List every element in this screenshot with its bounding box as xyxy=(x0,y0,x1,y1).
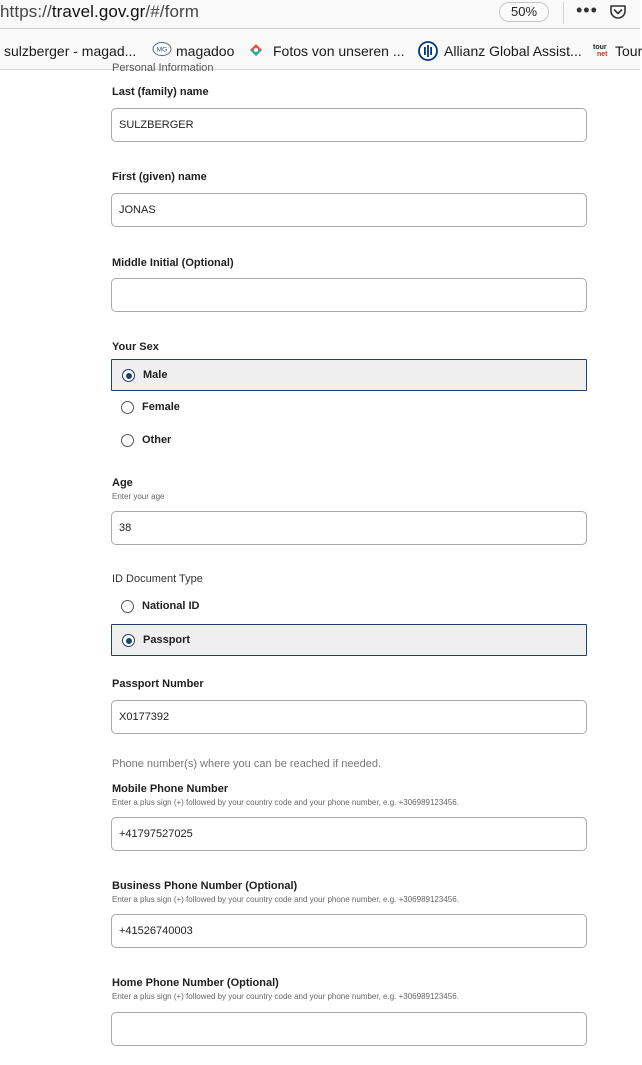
passport-number-label: Passport Number xyxy=(112,678,204,690)
mobile-phone-hint: Enter a plus sign (+) followed by your country code and your phone number, e.g. +306989123456. xyxy=(112,798,459,807)
page-actions-menu-icon[interactable]: ••• xyxy=(576,0,598,20)
id-option-label: National ID xyxy=(142,600,200,612)
business-phone-label: Business Phone Number (Optional) xyxy=(112,880,298,892)
sex-option-female[interactable] xyxy=(111,392,587,424)
url-path: /#/form xyxy=(145,2,200,21)
radio-female[interactable] xyxy=(121,401,134,414)
url-scheme: https:// xyxy=(0,2,52,21)
radio-passport[interactable] xyxy=(122,634,135,647)
svg-text:tour: tour xyxy=(593,44,607,51)
zoom-level-button[interactable]: 50% xyxy=(499,2,549,22)
mg-logo-icon xyxy=(152,41,172,57)
passport-number-input[interactable]: X0177392 xyxy=(111,700,587,734)
age-label: Age xyxy=(112,477,133,489)
browser-toolbar xyxy=(0,0,640,29)
sex-label: Your Sex xyxy=(112,341,159,353)
sex-option-label: Male xyxy=(143,369,168,381)
radio-other[interactable] xyxy=(121,434,134,447)
bookmark-sulzberger-magadoo[interactable]: sulzberger - magad... xyxy=(4,43,137,59)
bookmark-fotos[interactable]: Fotos von unseren ... xyxy=(273,43,405,59)
sex-option-male[interactable] xyxy=(111,359,587,391)
svg-text:MG: MG xyxy=(156,46,168,54)
url-host: travel.gov.gr xyxy=(51,2,146,21)
diamond-logo-icon xyxy=(247,41,265,59)
id-document-label: ID Document Type xyxy=(112,573,203,585)
first-name-input[interactable]: JONAS xyxy=(111,193,587,227)
allianz-logo-icon xyxy=(418,41,438,61)
sex-option-label: Other xyxy=(142,434,172,446)
age-input[interactable]: 38 xyxy=(111,511,587,545)
bookmark-allianz[interactable]: Allianz Global Assist... xyxy=(444,43,582,59)
mobile-phone-input[interactable]: +41797527025 xyxy=(111,817,587,851)
svg-text:net: net xyxy=(597,51,608,58)
first-name-label: First (given) name xyxy=(112,171,207,183)
last-name-label: Last (family) name xyxy=(112,86,209,98)
bookmark-tour[interactable]: Tour xyxy=(615,43,642,59)
middle-initial-label: Middle Initial (Optional) xyxy=(112,257,234,269)
bookmark-magadoo[interactable]: magadoo xyxy=(176,43,235,59)
tournet-logo-icon xyxy=(592,41,612,59)
travel-form xyxy=(0,62,640,1065)
id-option-label: Passport xyxy=(143,634,191,646)
url-bar[interactable] xyxy=(0,2,199,22)
toolbar-divider xyxy=(563,2,564,24)
last-name-input[interactable]: SULZBERGER xyxy=(111,108,587,142)
business-phone-input[interactable]: +41526740003 xyxy=(111,914,587,948)
home-phone-input[interactable] xyxy=(111,1012,587,1046)
home-phone-label: Home Phone Number (Optional) xyxy=(112,977,279,989)
age-hint: Enter your age xyxy=(112,492,165,501)
pocket-icon[interactable] xyxy=(609,3,627,21)
business-phone-hint: Enter a plus sign (+) followed by your country code and your phone number, e.g. +306989123456. xyxy=(112,895,459,904)
bookmarks-toolbar xyxy=(0,29,640,70)
radio-national-id[interactable] xyxy=(121,600,134,613)
middle-initial-input[interactable] xyxy=(111,278,587,312)
mobile-phone-label: Mobile Phone Number xyxy=(112,783,229,795)
section-title: Personal Information xyxy=(112,62,214,74)
id-option-passport[interactable] xyxy=(111,624,587,656)
sex-option-label: Female xyxy=(142,401,180,413)
phone-intro-text: Phone number(s) where you can be reached if needed. xyxy=(112,758,382,770)
home-phone-hint: Enter a plus sign (+) followed by your country code and your phone number, e.g. +306989123456. xyxy=(112,992,459,1001)
sex-option-other[interactable] xyxy=(111,425,587,457)
id-option-national-id[interactable] xyxy=(111,591,587,623)
radio-male[interactable] xyxy=(122,369,135,382)
